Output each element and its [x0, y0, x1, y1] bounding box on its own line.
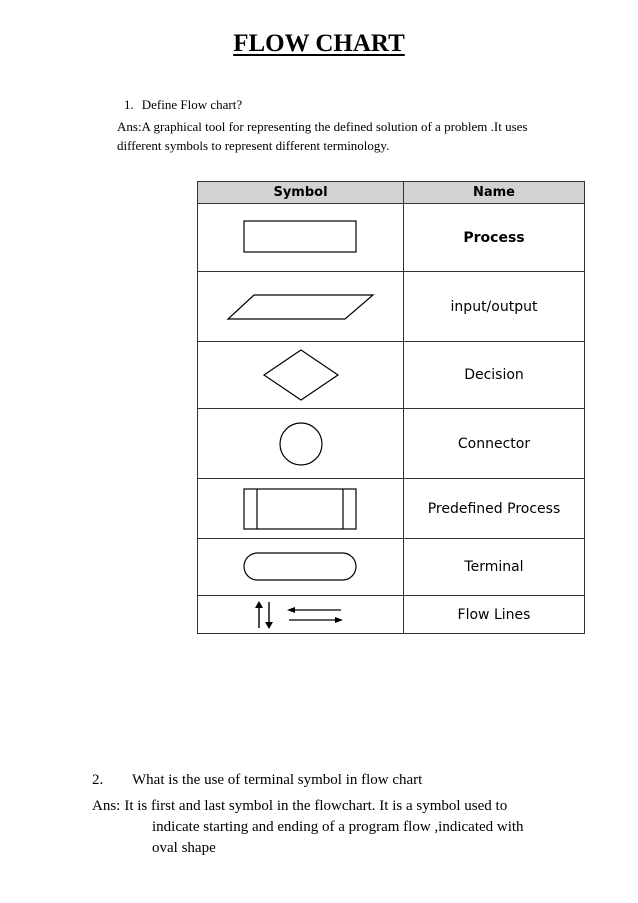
answer-2: [92, 796, 592, 859]
header-name: Name: [404, 182, 585, 204]
symbol-cell: [198, 596, 404, 634]
page-title: FLOW CHART: [233, 30, 405, 57]
name-cell: Connector: [404, 409, 585, 479]
rectangle-icon: [241, 218, 361, 258]
terminal-icon: [241, 550, 361, 584]
question-1-number: 1.: [124, 97, 134, 112]
parallelogram-icon: [226, 292, 376, 322]
table-row: [198, 596, 585, 634]
question-2-text: What is the use of terminal symbol in flow chart: [132, 772, 423, 788]
table-row: [198, 409, 585, 479]
circle-icon: [276, 419, 326, 469]
table-row: [198, 479, 585, 539]
symbol-cell: [198, 479, 404, 539]
table-row: [198, 539, 585, 596]
symbol-table: [197, 181, 585, 634]
answer-2-label: Ans:: [92, 798, 121, 814]
question-2: [92, 772, 422, 789]
header-symbol: Symbol: [198, 182, 404, 204]
symbol-cell: [198, 204, 404, 272]
symbol-cell: [198, 272, 404, 342]
symbol-cell: [198, 539, 404, 596]
answer-1-line-1: Ans:A graphical tool for representing the defined solution of a problem .It uses: [117, 119, 528, 134]
table-row: [198, 342, 585, 409]
symbol-cell: [198, 409, 404, 479]
table-header-row: [198, 182, 585, 204]
answer-1-line-2: different symbols to represent different terminology.: [117, 138, 390, 153]
name-cell: Predefined Process: [404, 479, 585, 539]
question-2-number: 2.: [92, 772, 104, 788]
name-cell: Flow Lines: [404, 596, 585, 634]
symbol-cell: [198, 342, 404, 409]
name-cell: Decision: [404, 342, 585, 409]
diamond-icon: [261, 348, 341, 402]
question-1: [124, 97, 242, 113]
answer-2-line-1: It is first and last symbol in the flowchart. It is a symbol used to: [124, 798, 508, 814]
table-row: [198, 204, 585, 272]
question-1-text: Define Flow chart?: [141, 97, 243, 112]
name-cell: input/output: [404, 272, 585, 342]
answer-2-line-3: oval shape: [152, 840, 216, 856]
predefined-process-icon: [241, 486, 361, 532]
answer-1: [117, 117, 587, 155]
name-cell: Terminal: [404, 539, 585, 596]
name-cell: Process: [404, 204, 585, 272]
flow-lines-icon: [251, 599, 351, 631]
table-row: [198, 272, 585, 342]
answer-2-line-2: indicate starting and ending of a program flow ,indicated with: [152, 819, 524, 835]
